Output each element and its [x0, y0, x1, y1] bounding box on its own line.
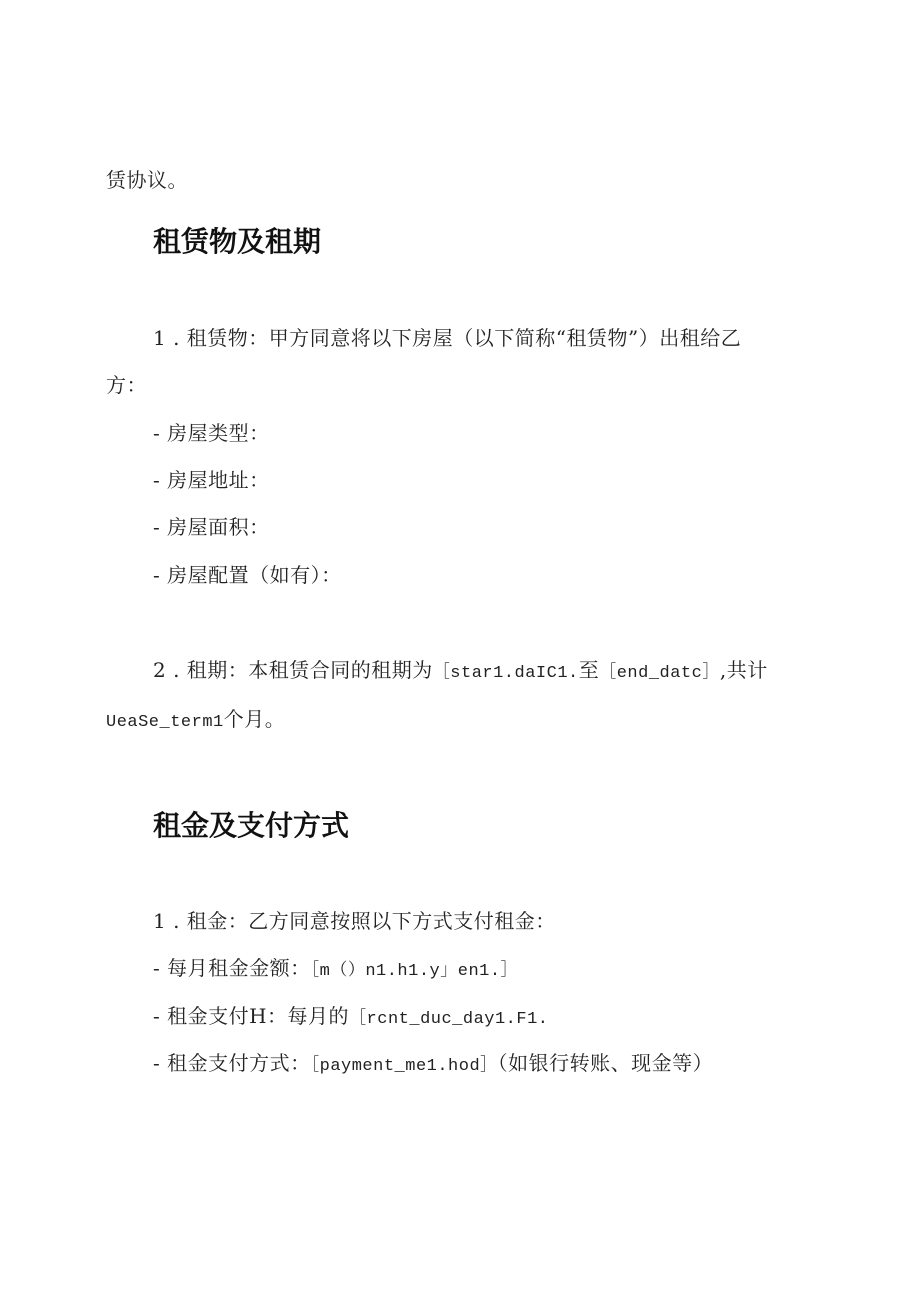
lease-term-clause-line2: [106, 705, 285, 737]
rent-due-day-placeholder: ［rcnt_duc_day1.F1.: [349, 1010, 549, 1029]
bullet-house-address: - 房屋地址：: [153, 468, 270, 492]
bullet-house-area: - 房屋面积：: [153, 515, 270, 539]
bullet-payment-method: [153, 1049, 713, 1081]
lease-term-prefix: 2 . 租期：本租赁合同的租期为: [153, 658, 433, 682]
payment-method-examples: （如银行转账、现金等）: [497, 1051, 714, 1075]
lease-term-start-placeholder: ［star1.daIC1.: [432, 664, 579, 683]
bullet-house-type: - 房屋类型：: [153, 421, 270, 445]
lease-term-months-unit: 个月。: [223, 707, 286, 731]
bullet-rent-due-day: [153, 1002, 549, 1034]
intro-tail-text: 赁协议。: [106, 168, 188, 192]
monthly-rent-placeholder: ［m（）n1.h1.y」en1.］: [310, 962, 519, 981]
section-heading-lease-object-term: 租赁物及租期: [153, 225, 322, 258]
lease-term-clause-line1: [153, 656, 768, 688]
lease-term-to: 至: [578, 658, 600, 682]
section-heading-rent-payment: 租金及支付方式: [153, 809, 350, 842]
rent-clause: 1 . 租金：乙方同意按照以下方式支付租金：: [153, 909, 556, 933]
bullet-monthly-rent: [153, 954, 518, 986]
payment-method-placeholder: ［payment_me1.hod］: [310, 1057, 498, 1076]
rent-due-day-label: - 租金支付H：每月的: [153, 1004, 350, 1028]
lease-term-end-placeholder: ［end_datc］: [599, 664, 720, 683]
lease-term-months-placeholder: UeaSe_term1: [106, 713, 224, 732]
payment-method-label: - 租金支付方式：: [153, 1051, 311, 1075]
monthly-rent-label: - 每月租金金额：: [153, 956, 311, 980]
lease-object-clause-line1: 1 . 租赁物：甲方同意将以下房屋（以下简称“租赁物”）出租给乙: [153, 326, 742, 350]
lease-term-total: ,共计: [719, 658, 768, 682]
lease-object-clause-line2: 方：: [106, 373, 147, 397]
bullet-house-fittings: - 房屋配置（如有）：: [153, 563, 342, 587]
